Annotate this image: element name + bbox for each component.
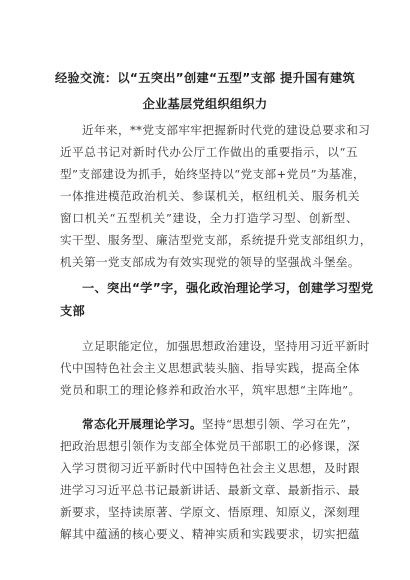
section-heading-line: 一、突出“学”字，强化政治理论学习，创建学习型党 xyxy=(82,281,374,295)
intro-line: 近平总书记对新时代办公厅工作做出的重要指示，以“五 xyxy=(60,145,358,159)
section-paragraph-line: 代中国特色社会主义思想武装头脑、指导实践，提高全体 xyxy=(60,361,360,375)
intro-line: 机关第一党支部成为有效实现党的领导的坚强战斗堡垒。 xyxy=(60,255,360,269)
subsection-line: 进学习习近平总书记最新讲话、最新文章、最新指示、最 xyxy=(60,483,360,497)
subsection-lead-rest: 坚持“思想引领、学习在先”， xyxy=(201,417,359,431)
subsection-line: 解其中蕴涵的核心要义、精神实质和实践要求，切实把蕴 xyxy=(60,527,360,541)
subsection-line: 把政治思想引领作为支部全体党员干部职工的必修课，深 xyxy=(60,439,360,453)
subsection-line: 入学习贯彻习近平新时代中国特色社会主义思想，及时跟 xyxy=(60,461,360,475)
document-title-line-1: 经验交流：以“五突出”创建“五型”支部 提升国有建筑 xyxy=(54,71,356,85)
intro-line: 窗口机关“五型机关”建设，全力打造学习型、创新型、 xyxy=(60,211,358,225)
section-paragraph-line: 党员和职工的理论修养和政治水平，筑牢思想“主阵地”。 xyxy=(60,383,361,397)
subsection-first-line xyxy=(82,417,358,431)
intro-line: 一体推进模范政治机关、参谋机关，枢纽机关、服务机关 xyxy=(60,189,360,203)
document-title-line-2: 企业基层党组织组织力 xyxy=(142,97,268,111)
section-paragraph-line: 立足职能定位，加强思想政治建设，坚持用习近平新时 xyxy=(82,339,370,353)
section-heading-line: 支部 xyxy=(60,304,85,318)
intro-line: 型”支部建设为抓手，始终坚持以“党支部+党员”为基准， xyxy=(60,167,365,181)
subsection-line: 新要求，坚持读原著、学原文、悟原理、知原义，深刻理 xyxy=(60,505,360,519)
subsection-lead: 常态化开展理论学习。 xyxy=(82,417,202,431)
intro-line: 近年来，**党支部牢牢把握新时代党的建设总要求和习 xyxy=(82,123,371,137)
intro-line: 实干型、服务型、廉洁型党支部，系统提升党支部组织力， xyxy=(60,233,372,247)
